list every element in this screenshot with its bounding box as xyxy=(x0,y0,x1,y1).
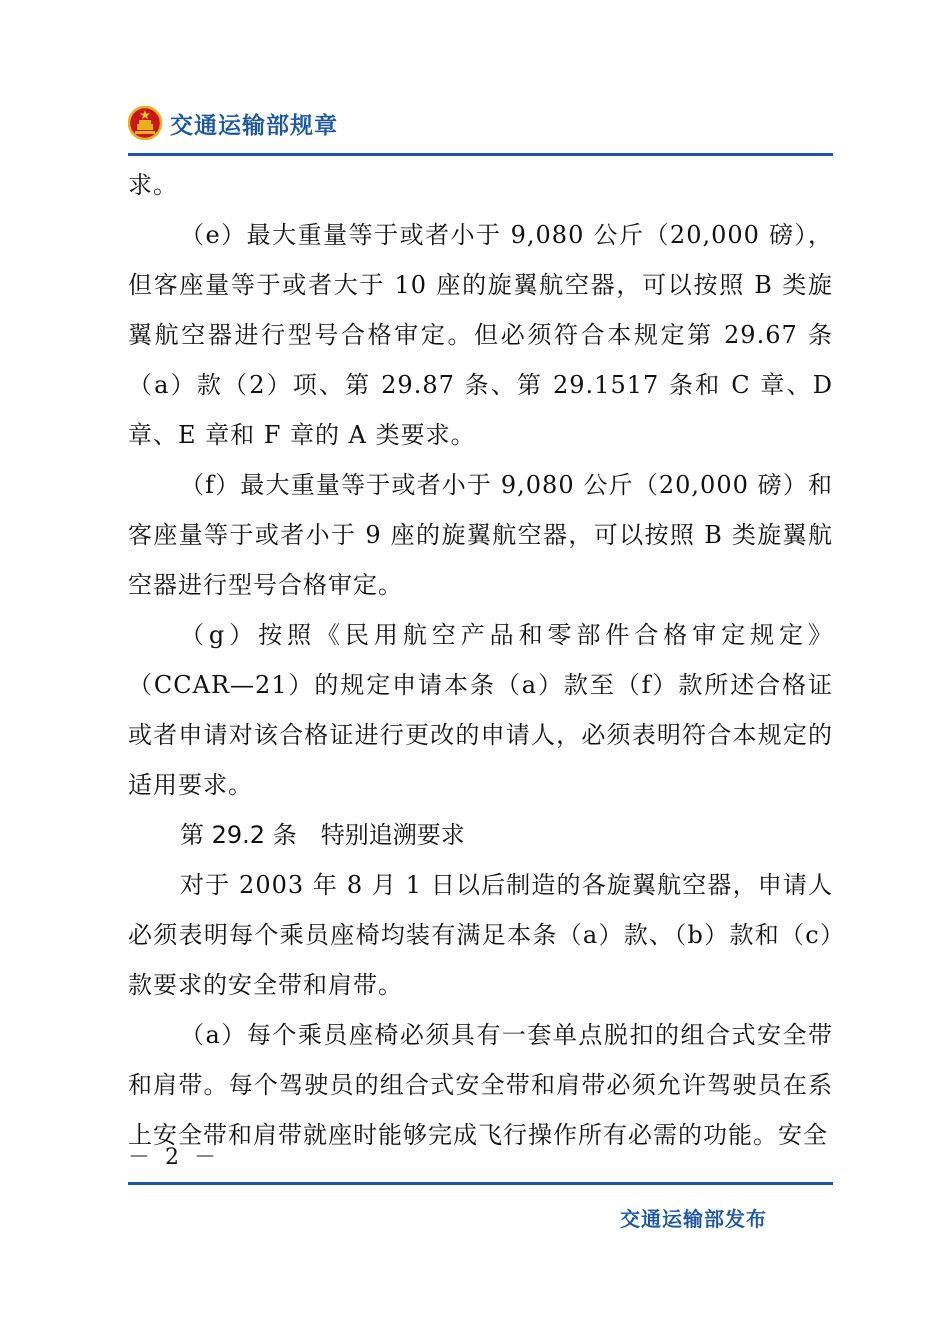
paragraph: （f）最大重量等于或者小于 9,080 公斤（20,000 磅）和客座量等于或者小于 9 座的旋翼航空器，可以按照 B 类旋翼航空器进行型号合格审定。 xyxy=(128,471,833,599)
national-emblem-icon xyxy=(128,106,162,140)
section-number: 第 29.2 条 xyxy=(180,821,297,849)
header-title: 交通运输部规章 xyxy=(170,112,338,139)
footer-rule xyxy=(128,1182,833,1185)
paragraph: （e）最大重量等于或者小于 9,080 公斤（20,000 磅），但客座量等于或者大于 10 座的旋翼航空器，可以按照 B 类旋翼航空器进行型号合格审定。但必须符合本规定第 29.67 条（a）款（2）项、第 29.87 条、第 29.1517 条和 C 章、D 章、E 章和 F 章的 A 类要求。 xyxy=(128,221,833,449)
paragraph: （a）每个乘员座椅必须具有一套单点脱扣的组合式安全带和肩带。每个驾驶员的组合式安全带和肩带必须允许驾驶员在系上安全带和肩带就座时能够完成飞行操作所有必需的功能。安全 xyxy=(128,1021,833,1149)
paragraph: 求。 xyxy=(128,171,178,199)
page-number: － 2 － xyxy=(128,1145,220,1170)
footer-publisher: 交通运输部发布 xyxy=(620,1207,767,1231)
paragraph: 对于 2003 年 8 月 1 日以后制造的各旋翼航空器，申请人必须表明每个乘员座椅均装有满足本条（a）款、（b）款和（c）款要求的安全带和肩带。 xyxy=(128,871,833,999)
section-heading xyxy=(128,810,833,860)
section-title: 特别追溯要求 xyxy=(320,821,465,849)
header-rule xyxy=(128,153,833,156)
body-text xyxy=(128,160,833,1160)
paragraph: （g）按照《民用航空产品和零部件合格审定规定》（CCAR—21）的规定申请本条（a）款至（f）款所述合格证或者申请对该合格证进行更改的申请人，必须表明符合本规定的适用要求。 xyxy=(128,621,833,799)
header xyxy=(128,102,338,144)
